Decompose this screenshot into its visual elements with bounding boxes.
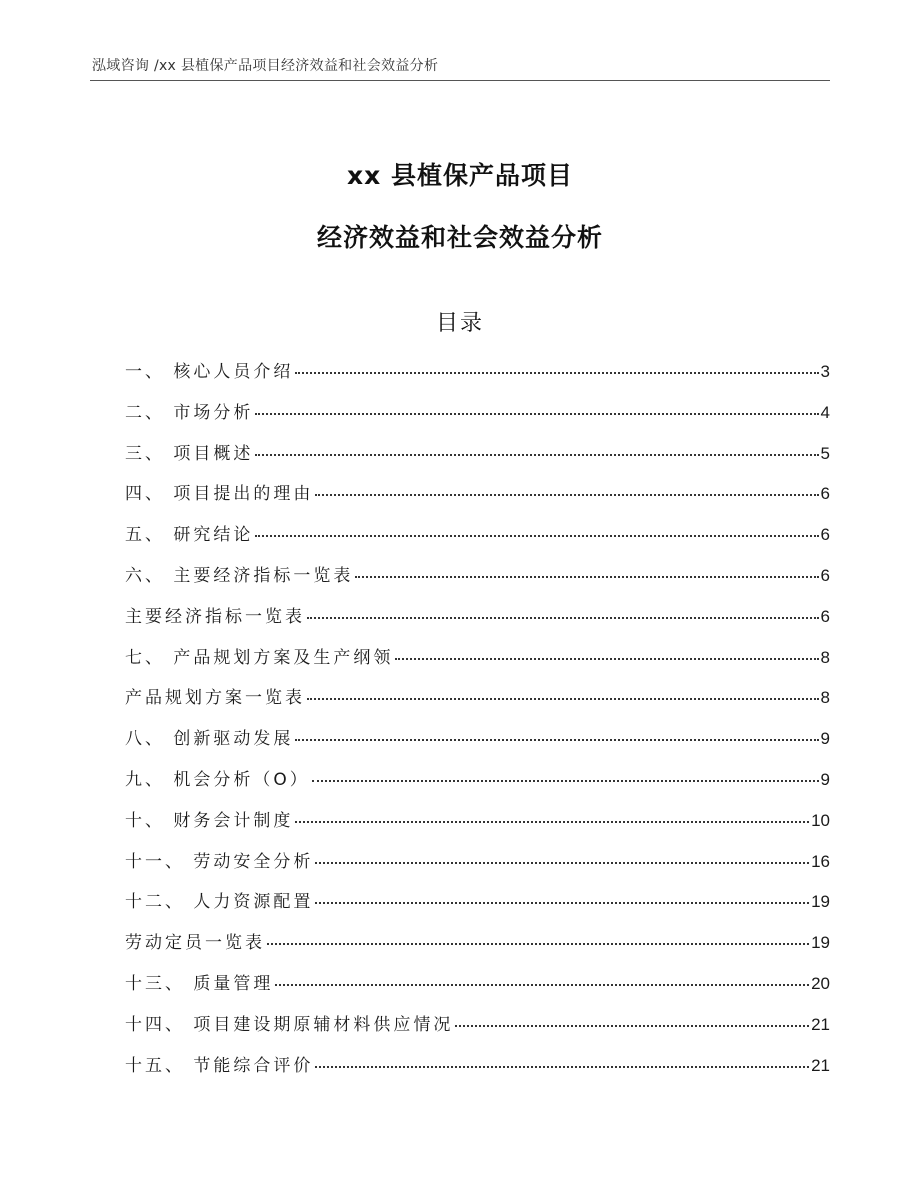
toc-entry-number: 一、 xyxy=(125,362,174,382)
toc-dot-leader xyxy=(355,575,818,578)
toc-heading: 目录 xyxy=(435,311,484,336)
toc-entry-page-number: 3 xyxy=(820,362,830,381)
toc-entry-label: 劳动定员一览表 xyxy=(125,933,265,954)
toc-entry-number: 十、 xyxy=(125,810,174,831)
table-of-contents xyxy=(125,356,830,1090)
toc-dot-leader xyxy=(307,616,819,619)
toc-entry-label: 节能综合评价 xyxy=(193,1055,314,1076)
toc-entry[interactable] xyxy=(125,560,830,601)
toc-entry-number: 二、 xyxy=(125,402,174,423)
toc-entry-label: 市场分析 xyxy=(173,402,254,423)
toc-entry-label: 创新驱动发展 xyxy=(173,729,294,750)
running-header: 泓域咨询 /xx 县植保产品项目经济效益和社会效益分析 xyxy=(92,58,439,74)
toc-entry-page-number: 21 xyxy=(811,1055,830,1075)
toc-entry[interactable] xyxy=(125,968,830,1009)
toc-entry[interactable] xyxy=(125,886,830,927)
toc-entry-number: 十一、 xyxy=(125,851,194,872)
toc-entry-page-number: 19 xyxy=(811,933,830,953)
toc-dot-leader xyxy=(295,738,818,741)
toc-entry-label: 项目建设期原辅材料供应情况 xyxy=(193,1014,454,1035)
toc-entry-page-number: 6 xyxy=(820,565,830,585)
toc-entry[interactable] xyxy=(125,356,830,397)
toc-entry-number: 十二、 xyxy=(125,892,194,913)
toc-entry[interactable] xyxy=(125,805,830,846)
toc-dot-leader xyxy=(255,453,818,456)
toc-entry-page-number: 4 xyxy=(820,402,830,422)
toc-entry-label: 机会分析（O） xyxy=(173,769,310,790)
toc-entry-page-number: 19 xyxy=(811,892,830,912)
toc-entry-label: 核心人员介绍 xyxy=(173,362,294,382)
toc-entry-page-number: 9 xyxy=(820,729,830,749)
toc-entry-number: 三、 xyxy=(125,443,174,464)
toc-entry-label: 项目提出的理由 xyxy=(173,484,314,505)
toc-dot-leader xyxy=(315,1065,809,1068)
toc-entry[interactable] xyxy=(125,1050,830,1091)
toc-entry-label: 产品规划方案一览表 xyxy=(125,688,305,709)
toc-entry[interactable] xyxy=(125,601,830,642)
toc-entry-page-number: 6 xyxy=(820,606,830,626)
document-title-line-2: 经济效益和社会效益分析 xyxy=(316,223,603,252)
toc-entry[interactable] xyxy=(125,927,830,968)
toc-entry[interactable] xyxy=(125,397,830,438)
toc-dot-leader xyxy=(275,983,809,986)
toc-entry-label: 产品规划方案及生产纲领 xyxy=(173,647,394,668)
toc-entry-label: 质量管理 xyxy=(193,973,274,994)
toc-dot-leader xyxy=(255,534,818,537)
toc-entry-page-number: 6 xyxy=(820,484,830,504)
toc-dot-leader xyxy=(315,901,809,904)
toc-entry-label: 劳动安全分析 xyxy=(193,851,314,872)
toc-entry[interactable] xyxy=(125,846,830,887)
toc-entry-page-number: 20 xyxy=(811,973,830,993)
toc-entry[interactable] xyxy=(125,642,830,683)
toc-entry-number: 九、 xyxy=(125,769,174,790)
toc-dot-leader xyxy=(395,657,818,660)
toc-entry[interactable] xyxy=(125,682,830,723)
toc-entry[interactable] xyxy=(125,519,830,560)
toc-entry-label: 项目概述 xyxy=(173,443,254,464)
toc-entry-number: 四、 xyxy=(125,484,174,505)
toc-entry-number: 十五、 xyxy=(125,1055,194,1076)
toc-entry-page-number: 8 xyxy=(820,647,830,667)
toc-entry-number: 五、 xyxy=(125,525,174,546)
toc-entry-number: 十四、 xyxy=(125,1014,194,1035)
toc-entry-number: 八、 xyxy=(125,729,174,750)
toc-entry-page-number: 9 xyxy=(820,769,830,789)
toc-dot-leader xyxy=(315,493,818,496)
toc-entry-label: 人力资源配置 xyxy=(193,892,314,913)
toc-entry-page-number: 5 xyxy=(820,443,830,463)
toc-entry[interactable] xyxy=(125,478,830,519)
toc-entry-label: 主要经济指标一览表 xyxy=(173,565,354,586)
toc-entry[interactable] xyxy=(125,438,830,479)
document-title-line-1: xx 县植保产品项目 xyxy=(347,161,573,190)
toc-entry[interactable] xyxy=(125,723,830,764)
toc-entry-label: 研究结论 xyxy=(173,525,254,546)
toc-dot-leader xyxy=(295,371,818,374)
toc-entry[interactable] xyxy=(125,764,830,805)
header-divider xyxy=(90,80,830,81)
toc-entry-number: 十三、 xyxy=(125,973,194,994)
toc-entry-label: 财务会计制度 xyxy=(173,810,294,831)
toc-entry-label: 主要经济指标一览表 xyxy=(125,606,305,627)
toc-dot-leader xyxy=(295,820,809,823)
toc-dot-leader xyxy=(312,779,819,782)
toc-entry-number: 六、 xyxy=(125,565,174,586)
toc-entry-page-number: 16 xyxy=(811,851,830,871)
toc-entry-page-number: 10 xyxy=(811,810,830,830)
toc-dot-leader xyxy=(315,861,809,864)
toc-entry-page-number: 8 xyxy=(820,688,830,708)
toc-dot-leader xyxy=(307,697,819,700)
toc-dot-leader xyxy=(255,412,818,415)
toc-dot-leader xyxy=(455,1024,809,1027)
toc-dot-leader xyxy=(267,942,809,945)
toc-entry[interactable] xyxy=(125,1009,830,1050)
toc-entry-page-number: 6 xyxy=(820,525,830,545)
toc-entry-page-number: 21 xyxy=(811,1014,830,1034)
toc-entry-number: 七、 xyxy=(125,647,174,668)
